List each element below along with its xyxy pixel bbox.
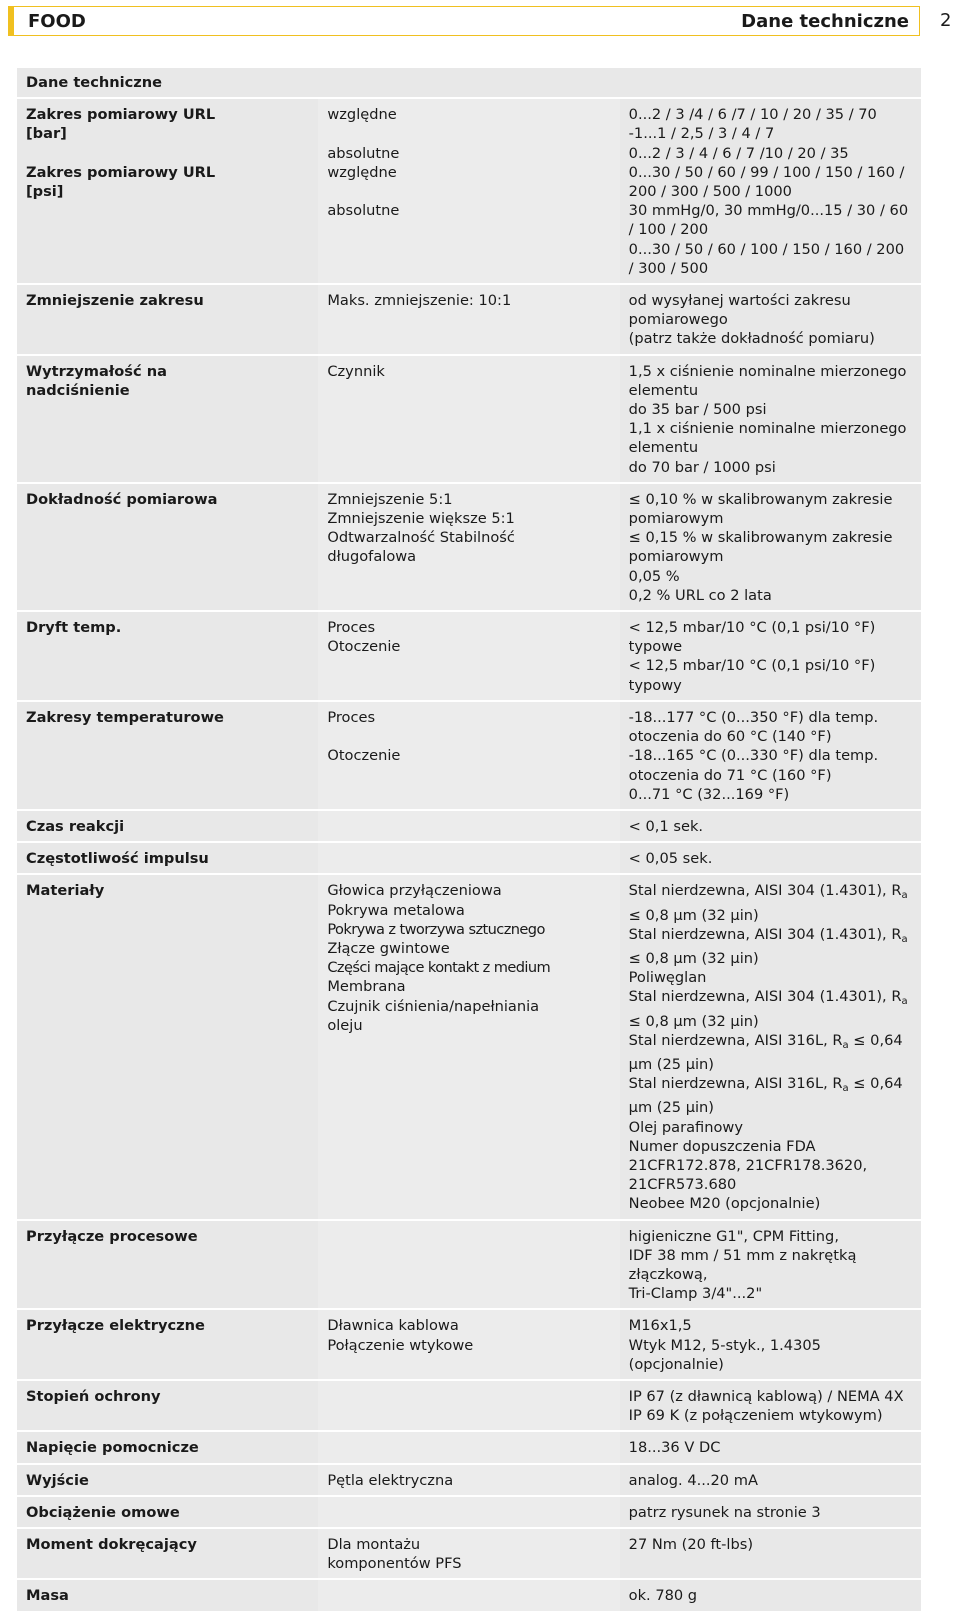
text: komponentów PFS	[327, 1555, 462, 1573]
spec-value-line	[629, 881, 913, 924]
text: 0,2 % URL co 2 lata	[628, 586, 772, 604]
spec-label-line	[26, 381, 310, 400]
spec-value-line	[629, 419, 913, 457]
page-number: 2	[940, 10, 952, 31]
spec-value-cell	[620, 1496, 921, 1528]
text: 0...30 / 50 / 60 / 100 / 150 / 160 / 200 / 300 / 500	[628, 240, 905, 277]
spec-value-line	[629, 291, 913, 329]
text: Złącze gwintowe	[327, 939, 450, 957]
text: IDF 38 mm / 51 mm z nakrętką złączkową,	[628, 1246, 857, 1283]
text: Obciążenie omowe	[26, 1503, 180, 1521]
subscript: a	[901, 890, 908, 902]
text: 27 Nm (20 ft-lbs)	[628, 1536, 754, 1553]
text: Membrana	[327, 978, 406, 996]
spec-label-line	[26, 182, 310, 201]
spec-value-line	[629, 201, 913, 239]
text: Wyjście	[26, 1471, 89, 1489]
spec-value-cell	[620, 874, 921, 1219]
text: do 70 bar / 1000 psi	[628, 458, 776, 476]
spec-condition-cell	[318, 483, 619, 611]
spec-condition-cell	[318, 842, 619, 874]
spec-value-cell	[620, 1464, 921, 1496]
spec-label-line	[26, 1438, 310, 1457]
spec-condition-cell	[318, 355, 619, 483]
text: względne	[327, 106, 397, 124]
spec-value-line	[629, 1438, 913, 1457]
spec-condition-cell	[318, 1464, 619, 1496]
spec-value-cell	[620, 1579, 921, 1610]
text: 21CFR573.680	[628, 1176, 737, 1194]
spec-condition-cell	[318, 1380, 619, 1431]
text: -18...165 °C (0...330 °F) dla temp. otoczenia do 71 °C (160 °F)	[628, 747, 879, 784]
spec-condition-line	[327, 291, 611, 310]
spec-condition-cell	[318, 701, 619, 810]
text: absolutne	[327, 202, 400, 220]
text: długofalowa	[327, 548, 417, 566]
text: Tri-Clamp 3/4"...2"	[628, 1285, 763, 1303]
text: Dławnica kablowa	[327, 1317, 459, 1335]
text: względne	[327, 163, 397, 181]
spec-condition-cell	[318, 1496, 619, 1528]
text: Odtwarzalność Stabilność	[327, 529, 515, 547]
subscript: a	[901, 996, 908, 1008]
spec-label-cell	[17, 1496, 318, 1528]
spec-label-cell	[17, 701, 318, 810]
spec-value-cell	[620, 1220, 921, 1310]
spec-condition-line	[327, 1586, 611, 1605]
text: -18...177 °C (0...350 °F) dla temp. otoczenia do 60 °C (140 °F)	[628, 708, 879, 746]
text: Moment dokręcający	[26, 1536, 197, 1553]
table-row	[17, 611, 921, 701]
text: Otoczenie	[327, 638, 401, 656]
text: Wtyk M12, 5-styk., 1.4305 (opcjonalnie)	[628, 1336, 821, 1373]
spec-label-cell	[17, 284, 318, 355]
text: [psi]	[26, 183, 64, 201]
spec-value-line	[629, 1471, 913, 1490]
table-row	[17, 1431, 921, 1463]
spec-condition-line	[327, 1336, 611, 1355]
spec-value-cell	[620, 1380, 921, 1431]
spec-condition-line	[327, 881, 611, 900]
spec-value-line	[629, 105, 913, 124]
text: 0...71 °C (32...169 °F)	[628, 785, 790, 803]
spec-value-cell	[620, 701, 921, 810]
text: Numer dopuszczenia FDA 21CFR172.878, 21CFR178.3620,	[628, 1137, 868, 1174]
text: od wysyłanej wartości zakresu pomiarowego	[628, 292, 851, 329]
text: Zmniejszenie większe 5:1	[327, 510, 515, 528]
header-title: Dane techniczne	[741, 11, 909, 32]
text: absolutne	[327, 144, 400, 162]
text: Otoczenie	[327, 747, 401, 765]
subscript: a	[901, 933, 908, 945]
table-row	[17, 98, 921, 284]
spec-label-line	[26, 1316, 310, 1335]
spec-value-line	[629, 1284, 913, 1303]
table-row	[17, 1309, 921, 1380]
spec-condition-line	[327, 1438, 611, 1457]
spec-value-line	[629, 1074, 913, 1117]
spec-value-line	[629, 1535, 913, 1554]
text: Części mające kontakt z medium	[327, 959, 551, 977]
spec-condition-cell	[318, 1309, 619, 1380]
header-section-label: FOOD	[28, 11, 86, 32]
spec-value-cell	[620, 355, 921, 483]
text: Stal nierdzewna, AISI 304 (1.4301), R	[628, 988, 902, 1006]
spec-value-cell	[620, 810, 921, 842]
spec-value-line	[629, 1246, 913, 1284]
spec-value-line	[629, 1503, 913, 1522]
spec-value-line	[629, 1031, 913, 1074]
spec-value-cell	[620, 98, 921, 284]
spec-table	[17, 68, 921, 1611]
text: Pętla elektryczna	[327, 1471, 454, 1489]
spec-condition-cell	[318, 1220, 619, 1310]
text: Pokrywa metalowa	[327, 901, 465, 919]
spec-value-cell	[620, 284, 921, 355]
spec-label-cell	[17, 1431, 318, 1463]
spec-value-line	[629, 968, 913, 987]
spec-label-line	[26, 881, 310, 900]
text: 1,5 x ciśnienie nominalne mierzonego elementu	[628, 362, 907, 399]
spec-condition-line	[327, 708, 611, 727]
table-row	[17, 1464, 921, 1496]
spec-condition-line	[327, 163, 611, 182]
spec-label-cell	[17, 842, 318, 874]
spec-value-line	[629, 817, 913, 836]
spec-value-cell	[620, 1528, 921, 1579]
spec-label-line	[26, 291, 310, 310]
spec-label-line	[26, 708, 310, 727]
table-row	[17, 842, 921, 874]
spec-label-line	[26, 1535, 310, 1554]
text: 30 mmHg/0, 30 mmHg/0...15 / 30 / 60 / 100 / 200	[628, 202, 909, 239]
text: 0...2 / 3 / 4 / 6 / 7 /10 / 20 / 35	[628, 144, 849, 162]
spec-value-line	[629, 1194, 913, 1213]
text: higieniczne G1", CPM Fitting,	[628, 1227, 839, 1245]
spec-condition-line	[327, 182, 611, 201]
text: Neobee M20 (opcjonalnie)	[628, 1195, 821, 1213]
text: (patrz także dokładność pomiaru)	[628, 330, 875, 348]
text: Olej parafinowy	[628, 1118, 743, 1136]
spec-label-cell	[17, 611, 318, 701]
text: ok. 780 g	[628, 1587, 698, 1605]
spec-label-cell	[17, 355, 318, 483]
spec-value-cell	[620, 1309, 921, 1380]
spec-condition-cell	[318, 284, 619, 355]
text: Materiały	[26, 882, 105, 900]
spec-condition-line	[327, 1471, 611, 1490]
spec-value-line	[629, 144, 913, 163]
spec-condition-line	[327, 105, 611, 124]
spec-condition-line	[327, 1535, 611, 1554]
text: Proces	[327, 619, 376, 637]
table-row	[17, 284, 921, 355]
text: Stal nierdzewna, AISI 304 (1.4301), R	[628, 882, 902, 900]
spec-label-cell	[17, 1309, 318, 1380]
spec-label-line	[26, 849, 310, 868]
text: Zmniejszenie 5:1	[327, 490, 453, 508]
spec-condition-line	[327, 528, 611, 547]
spec-value-line	[629, 656, 913, 694]
spec-value-line	[629, 163, 913, 201]
spec-value-line	[629, 1586, 913, 1605]
text: nadciśnienie	[26, 381, 130, 399]
spec-value-line	[629, 1137, 913, 1175]
text: IP 67 (z dławnicą kablową) / NEMA 4X	[628, 1387, 904, 1405]
text: 18...36 V DC	[628, 1439, 721, 1457]
text: Dokładność pomiarowa	[26, 490, 218, 508]
text: Stopień ochrony	[26, 1387, 161, 1405]
spec-value-line	[629, 458, 913, 477]
spec-label-line	[26, 1227, 310, 1246]
spec-label-cell	[17, 810, 318, 842]
text: Głowica przyłączeniowa	[327, 882, 502, 900]
text: Czynnik	[327, 362, 385, 380]
spec-label-line	[26, 362, 310, 381]
spec-condition-line	[327, 1316, 611, 1335]
page-header	[8, 6, 920, 36]
spec-value-line	[629, 400, 913, 419]
spec-condition-cell	[318, 1528, 619, 1579]
spec-label-line	[26, 124, 310, 143]
spec-condition-line	[327, 746, 611, 765]
spec-condition-line	[327, 901, 611, 920]
spec-value-line	[629, 746, 913, 784]
spec-label-line	[26, 1471, 310, 1490]
text: Przyłącze procesowe	[26, 1227, 198, 1245]
spec-value-line	[629, 1118, 913, 1137]
spec-label-cell	[17, 483, 318, 611]
spec-label-line	[26, 163, 310, 182]
spec-value-cell	[620, 611, 921, 701]
spec-label-cell	[17, 1220, 318, 1310]
spec-value-line	[629, 567, 913, 586]
text: Masa	[26, 1587, 69, 1605]
spec-condition-line	[327, 1554, 611, 1573]
text: Maks. zmniejszenie: 10:1	[327, 292, 512, 310]
spec-value-line	[629, 618, 913, 656]
spec-condition-line	[327, 1387, 611, 1406]
text: IP 69 K (z połączeniem wtykowym)	[628, 1407, 883, 1425]
table-row	[17, 874, 921, 1219]
spec-value-line	[629, 586, 913, 605]
spec-value-line	[629, 987, 913, 1030]
text: analog. 4...20 mA	[628, 1471, 758, 1489]
spec-condition-line	[327, 362, 611, 381]
spec-label-line	[26, 1586, 310, 1605]
text: ≤ 0,8 µm (32 µin)	[628, 906, 759, 924]
spec-label-cell	[17, 98, 318, 284]
spec-value-line	[629, 329, 913, 348]
spec-value-line	[629, 1406, 913, 1425]
table-row	[17, 1579, 921, 1610]
text: Napięcie pomocnicze	[26, 1439, 199, 1457]
text: ≤ 0,15 % w skalibrowanym zakresie pomiarowym	[628, 529, 893, 566]
spec-value-cell	[620, 1431, 921, 1463]
text: Zakres pomiarowy URL	[26, 163, 216, 181]
spec-value-line	[629, 1387, 913, 1406]
text: oleju	[327, 1016, 363, 1034]
text: Czas reakcji	[26, 817, 125, 835]
text: Wytrzymałość na	[26, 362, 167, 380]
table-row	[17, 1220, 921, 1310]
spec-condition-line	[327, 920, 611, 939]
spec-condition-line	[327, 637, 611, 656]
spec-value-cell	[620, 842, 921, 874]
spec-condition-line	[327, 201, 611, 220]
table-row	[17, 1496, 921, 1528]
table-row	[17, 483, 921, 611]
text: < 12,5 mbar/10 °C (0,1 psi/10 °F) typowe	[628, 619, 876, 656]
spec-condition-line	[327, 490, 611, 509]
text: Połączenie wtykowe	[327, 1336, 474, 1354]
text: < 0,1 sek.	[628, 817, 704, 835]
table-row	[17, 701, 921, 810]
spec-label-line	[26, 618, 310, 637]
spec-condition-line	[327, 817, 611, 836]
text: < 0,05 sek.	[628, 850, 713, 868]
spec-condition-line	[327, 958, 611, 977]
spec-value-line	[629, 785, 913, 804]
text: Zmniejszenie zakresu	[26, 292, 204, 310]
spec-label-cell	[17, 1528, 318, 1579]
spec-label-line	[26, 1387, 310, 1406]
text: Przyłącze elektryczne	[26, 1317, 205, 1335]
spec-condition-line	[327, 509, 611, 528]
text: Stal nierdzewna, AISI 304 (1.4301), R	[628, 925, 902, 943]
spec-condition-cell	[318, 1579, 619, 1610]
subscript: a	[842, 1083, 849, 1095]
spec-condition-line	[327, 1503, 611, 1522]
text: Dla montażu	[327, 1536, 421, 1553]
spec-condition-line	[327, 977, 611, 996]
spec-value-line	[629, 708, 913, 746]
text: Częstotliwość impulsu	[26, 850, 209, 868]
spec-condition-line	[327, 547, 611, 566]
text: Czujnik ciśnienia/napełniania	[327, 997, 540, 1015]
spec-label-line	[26, 490, 310, 509]
spec-condition-cell	[318, 98, 619, 284]
spec-condition-line	[327, 1016, 611, 1035]
text: Stal nierdzewna, AISI 316L, R	[628, 1075, 843, 1093]
table-row	[17, 355, 921, 483]
spec-label-line	[26, 144, 310, 163]
spec-label-line	[26, 105, 310, 124]
spec-condition-cell	[318, 810, 619, 842]
subscript: a	[842, 1039, 849, 1051]
spec-label-line	[26, 1503, 310, 1522]
text: Pokrywa z tworzywa sztucznego	[327, 920, 545, 938]
spec-value-cell	[620, 483, 921, 611]
spec-condition-line	[327, 849, 611, 868]
text: < 12,5 mbar/10 °C (0,1 psi/10 °F) typowy	[628, 657, 876, 694]
spec-value-line	[629, 1227, 913, 1246]
table-title: Dane techniczne	[26, 74, 163, 91]
text: ≤ 0,8 µm (32 µin)	[628, 949, 759, 967]
text: Poliwęglan	[628, 969, 707, 987]
spec-label-cell	[17, 1380, 318, 1431]
spec-value-line	[629, 1175, 913, 1194]
text: ≤ 0,64 µm (25 µin)	[628, 1031, 903, 1073]
text: M16x1,5	[628, 1317, 692, 1335]
spec-value-line	[629, 124, 913, 143]
text: Dryft temp.	[26, 619, 122, 637]
spec-condition-line	[327, 939, 611, 958]
spec-value-line	[629, 490, 913, 528]
spec-condition-cell	[318, 1431, 619, 1463]
text: ≤ 0,8 µm (32 µin)	[628, 1012, 759, 1030]
spec-condition-cell	[318, 874, 619, 1219]
text: do 35 bar / 500 psi	[628, 401, 767, 419]
table-row	[17, 1528, 921, 1579]
spec-label-cell	[17, 1464, 318, 1496]
spec-value-line	[629, 849, 913, 868]
text: Stal nierdzewna, AISI 316L, R	[628, 1031, 843, 1049]
text: ≤ 0,64 µm (25 µin)	[628, 1075, 903, 1117]
text: ≤ 0,10 % w skalibrowanym zakresie pomiarowym	[628, 490, 893, 528]
spec-condition-line	[327, 1227, 611, 1246]
spec-condition-line	[327, 124, 611, 143]
spec-value-line	[629, 1316, 913, 1335]
spec-value-line	[629, 240, 913, 278]
text: [bar]	[26, 125, 67, 143]
spec-condition-line	[327, 727, 611, 746]
table-title-row	[17, 68, 921, 98]
spec-condition-cell	[318, 611, 619, 701]
table-row	[17, 810, 921, 842]
spec-value-line	[629, 528, 913, 566]
spec-value-line	[629, 362, 913, 400]
spec-condition-line	[327, 618, 611, 637]
spec-label-line	[26, 817, 310, 836]
text: Zakresy temperaturowe	[26, 708, 224, 726]
spec-value-line	[629, 1336, 913, 1374]
spec-label-cell	[17, 1579, 318, 1610]
text: Proces	[327, 708, 376, 726]
text: Zakres pomiarowy URL	[26, 106, 216, 124]
text: -1...1 / 2,5 / 3 / 4 / 7	[628, 125, 775, 143]
text: 0,05 %	[628, 567, 680, 585]
table-row	[17, 1380, 921, 1431]
spec-condition-line	[327, 144, 611, 163]
text: 1,1 x ciśnienie nominalne mierzonego elementu	[628, 420, 907, 457]
text: patrz rysunek na stronie 3	[628, 1503, 821, 1521]
spec-condition-line	[327, 997, 611, 1016]
text: 0...30 / 50 / 60 / 99 / 100 / 150 / 160 / 200 / 300 / 500 / 1000	[628, 163, 905, 201]
spec-value-line	[629, 925, 913, 968]
text: 0...2 / 3 /4 / 6 /7 / 10 / 20 / 35 / 70	[628, 106, 877, 124]
spec-label-cell	[17, 874, 318, 1219]
